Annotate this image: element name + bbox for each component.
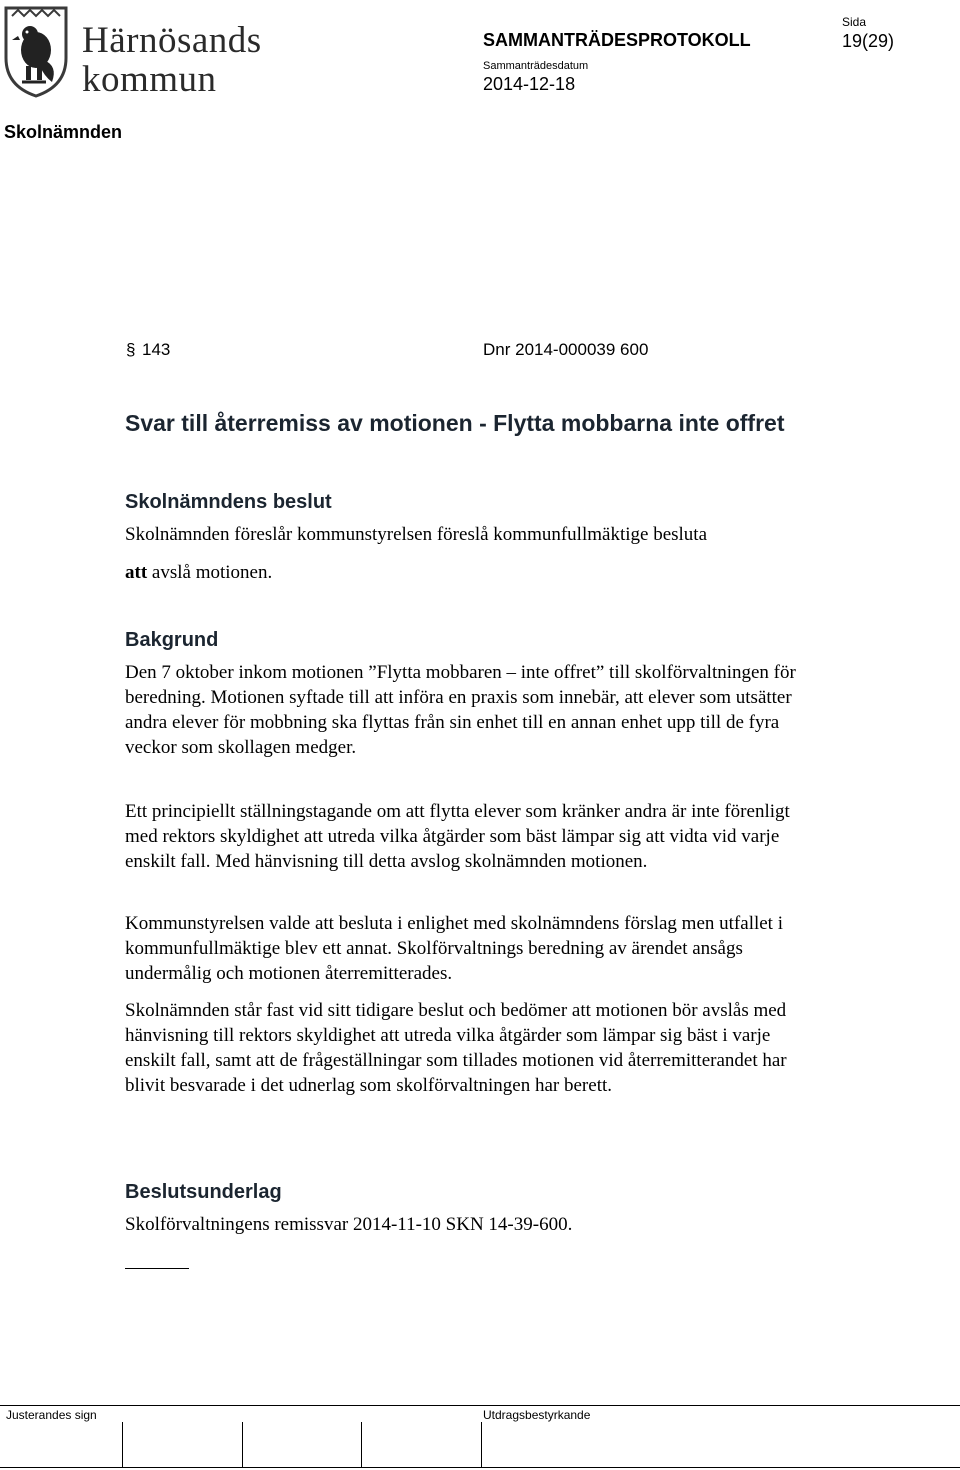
item-title: Svar till återremiss av motionen - Flytta mobbarna inte offret xyxy=(125,410,785,436)
background-paragraph: Skolnämnden står fast vid sitt tidigare beslut och bedömer att motionen bör avslås med hänvisning till rektors skyldighet att utreda vilka åtgärder som lämpar sig bäst i varje enskilt fall, samt att de frågeställningar som tillades motionen vid återremitterandet har blivit besvarade i det udnerlag som skolförvaltningen har berett. xyxy=(125,1000,787,1096)
paragraph-reference xyxy=(126,340,170,360)
paragraph-number: 143 xyxy=(142,340,171,359)
background-paragraph: Den 7 oktober inkom motionen ”Flytta mobbaren – inte offret” till skolförvaltningen för beredning. Motionen syftade till att införa en praxis som innebär, att elever som utsätter andra elever för mobbning ska flyttas från sin enhet till en annan enhet upp till de fyra veckor som skollagen medger. xyxy=(125,662,796,758)
decision-text: Skolnämnden föreslår kommunstyrelsen föreslå kommunfullmäktige besluta xyxy=(125,524,708,545)
basis-text: Skolförvaltningens remissvar 2014-11-10 SKN 14-39-600. xyxy=(125,1214,573,1235)
page-label: Sida xyxy=(842,15,867,29)
signature-box-divider xyxy=(481,1422,482,1468)
signature-box-divider xyxy=(122,1422,123,1468)
meeting-date: 2014-12-18 xyxy=(483,74,576,94)
logo-text-line1: Härnösands xyxy=(82,20,262,61)
footer-divider-top xyxy=(0,1405,960,1406)
att-text: avslå motionen. xyxy=(151,562,273,583)
decision-heading: Skolnämndens beslut xyxy=(125,491,332,513)
logo-text-line2: kommun xyxy=(82,59,217,100)
committee-name: Skolnämnden xyxy=(4,122,123,142)
att-word: att xyxy=(125,562,148,583)
paragraph-sign: § xyxy=(126,340,136,359)
decision-att-clause xyxy=(125,560,825,585)
background-heading: Bakgrund xyxy=(125,629,219,651)
registration-number: Dnr 2014-000039 600 xyxy=(483,340,649,359)
document-type: SAMMANTRÄDESPROTOKOLL xyxy=(483,30,751,50)
basis-heading: Beslutsunderlag xyxy=(125,1181,282,1203)
meeting-date-label: Sammanträdesdatum xyxy=(483,60,589,72)
footer-signature-label: Justerandes sign xyxy=(6,1408,97,1422)
page-number: 19(29) xyxy=(842,31,895,51)
signature-box-divider xyxy=(361,1422,362,1468)
shield-emblem-icon xyxy=(4,6,68,98)
footer-certification-label: Utdragsbestyrkande xyxy=(483,1408,591,1422)
municipality-logo xyxy=(4,6,276,98)
signature-box-divider xyxy=(242,1422,243,1468)
background-paragraph: Ett principiellt ställningstagande om att flytta elever som kränker andra är inte förenligt med rektors skyldighet att utreda vilka åtgärder som bäst lämpar sig att vidta vid varje enskilt fall. Med hänvisning till detta avslog skolnämnden motionen. xyxy=(125,801,790,872)
footer-divider-bottom xyxy=(0,1467,960,1468)
section-end-divider xyxy=(125,1268,189,1269)
background-paragraph: Kommunstyrelsen valde att besluta i enlighet med skolnämndens förslag men utfallet i kommunfullmäktige blev ett annat. Skolförvaltnings beredning av ärendet ansågs undermålig och motionen återremitterades. xyxy=(125,913,783,984)
